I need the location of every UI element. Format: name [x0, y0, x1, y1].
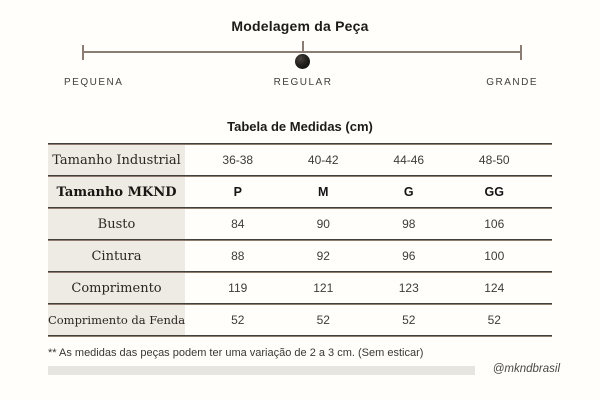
fit-label-regular: REGULAR — [273, 77, 333, 88]
table-cell: 52 — [402, 313, 416, 327]
instagram-handle: @mkndbrasil — [492, 363, 560, 375]
row-values — [185, 177, 552, 207]
table-cell: 52 — [487, 313, 501, 327]
row-header: Comprimento — [48, 273, 185, 303]
table-row-comprimento — [48, 273, 552, 303]
table-cell: 98 — [402, 217, 416, 231]
table-cell: 36-38 — [222, 153, 254, 167]
table-title: Tabela de Medidas (cm) — [227, 119, 373, 134]
table-cell: 52 — [316, 313, 330, 327]
table-divider — [48, 335, 552, 337]
fit-scale-center-tick — [302, 41, 304, 52]
table-cell: GG — [484, 185, 504, 199]
table-cell: 106 — [484, 217, 505, 231]
table-cell: 48-50 — [478, 153, 510, 167]
table-row-busto — [48, 209, 552, 239]
measurement-disclaimer: ** As medidas das peças podem ter uma variação de 2 a 3 cm. (Sem esticar) — [48, 347, 424, 359]
row-header: Tamanho Industrial — [48, 145, 185, 175]
row-values — [185, 305, 552, 335]
table-row-comprimento-da-fenda — [48, 305, 552, 335]
table-cell: 121 — [313, 281, 334, 295]
footer-strip — [48, 366, 475, 375]
table-cell: 88 — [231, 249, 245, 263]
row-values — [185, 241, 552, 271]
table-cell: 44-46 — [393, 153, 425, 167]
table-cell: 100 — [484, 249, 505, 263]
table-cell: 96 — [402, 249, 416, 263]
table-cell: 119 — [228, 281, 248, 295]
table-row-tamanho-mknd — [48, 177, 552, 207]
fit-scale-left-tick — [82, 45, 84, 60]
fit-label-pequena: PEQUENA — [64, 77, 124, 88]
row-values — [185, 209, 552, 239]
row-header: Busto — [48, 209, 185, 239]
table-cell: P — [233, 185, 242, 199]
table-cell: 52 — [231, 313, 245, 327]
table-cell: 90 — [316, 217, 330, 231]
fit-label-grande: GRANDE — [486, 77, 538, 88]
table-cell: 123 — [398, 281, 419, 295]
table-row-tamanho-industrial — [48, 145, 552, 175]
table-cell: M — [318, 185, 329, 199]
table-cell: 84 — [231, 217, 245, 231]
fit-scale-right-tick — [520, 45, 522, 60]
row-header: Comprimento da Fenda — [48, 305, 185, 335]
table-cell: 92 — [316, 249, 330, 263]
row-values — [185, 145, 552, 175]
table-cell: 124 — [484, 281, 505, 295]
page-title: Modelagem da Peça — [231, 18, 369, 34]
row-header: Cintura — [48, 241, 185, 271]
table-row-cintura — [48, 241, 552, 271]
fit-scale-knob-icon — [295, 54, 310, 69]
row-values — [185, 273, 552, 303]
row-header: Tamanho MKND — [48, 177, 185, 207]
measurements-table — [48, 143, 552, 337]
table-cell: 40-42 — [307, 153, 339, 167]
table-cell: G — [403, 185, 414, 199]
